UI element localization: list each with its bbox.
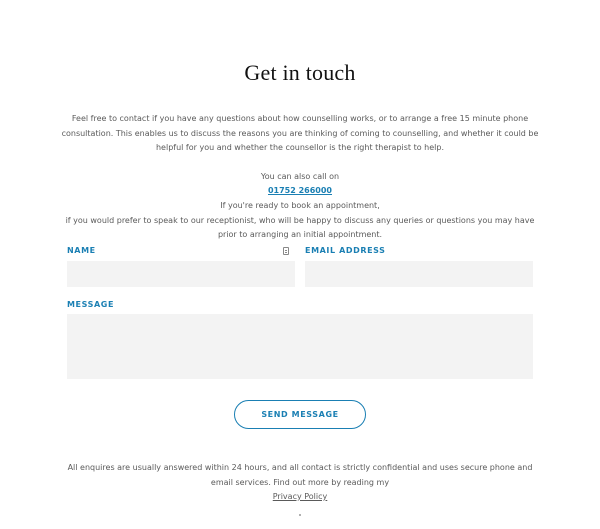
booking-section [60, 199, 540, 243]
call-section [0, 170, 600, 198]
footer-text: All enquires are usually answered within 24 hours, and all contact is strictly confidential and uses secure phone and email services. Find out more by reading my [67, 463, 533, 487]
booking-line-2: if you would prefer to speak to our receptionist, who will be happy to discuss any queries or questions you may have prior to arranging an initial appointment. [65, 215, 535, 239]
phone-link[interactable]: 01752 266000 [267, 186, 332, 195]
page-dot [299, 514, 301, 516]
message-textarea[interactable] [67, 314, 533, 379]
footer-note [60, 461, 540, 505]
contact-card-icon[interactable] [283, 247, 289, 255]
send-message-button[interactable]: SEND MESSAGE [234, 400, 366, 429]
email-label: EMAIL ADDRESS [305, 246, 386, 255]
intro-paragraph: Feel free to contact if you have any questions about how counselling works, or to arrange a free 15 minute phone consultation. This enables us to discuss the reasons you are thinking of coming to counselling, and whether it could be helpful for you and whether the counsellor is the right therapist to help. [61, 114, 539, 152]
call-text: You can also call on [260, 172, 340, 181]
privacy-policy-link[interactable]: Privacy Policy [272, 492, 328, 501]
name-label: NAME [67, 246, 96, 255]
message-label: MESSAGE [67, 300, 115, 309]
email-input[interactable] [305, 261, 533, 287]
booking-line-1: If you're ready to book an appointment, [220, 201, 380, 210]
name-input[interactable] [67, 261, 295, 287]
page-title: Get in touch [244, 60, 356, 85]
